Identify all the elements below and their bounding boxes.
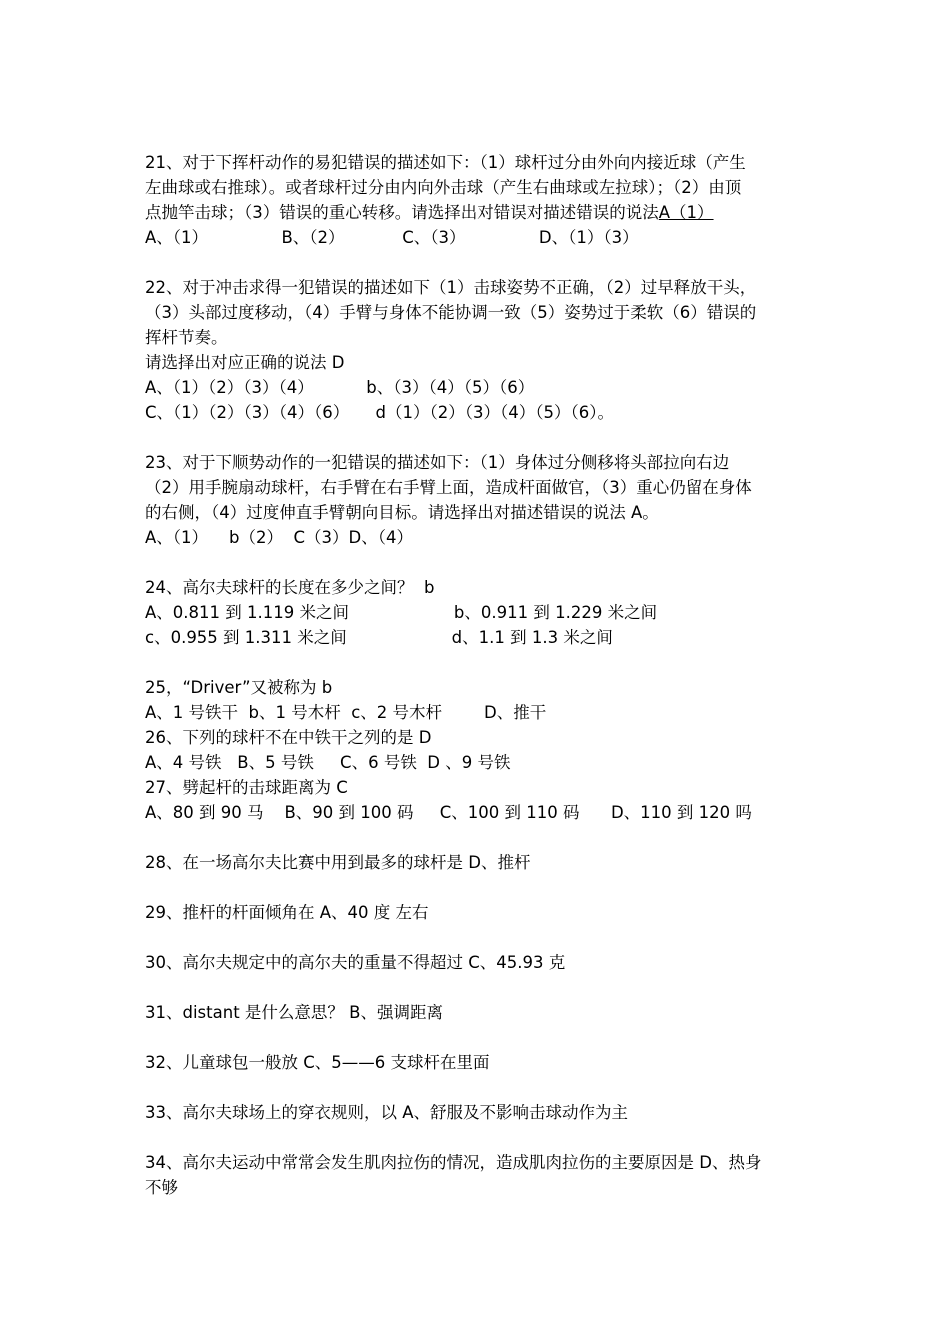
question-22-line-1: 22、对于冲击求得一犯错误的描述如下（1）击球姿势不正确，（2）过早释放干头，	[145, 278, 757, 297]
question-32: 32、儿童球包一般放 C、5——6 支球杆在里面	[145, 1053, 490, 1072]
question-21-line-3-text: 点抛竿击球；（3）错误的重心转移。请选择出对错误对描述错误的说法	[145, 203, 659, 222]
question-24-line-1: 24、高尔夫球杆的长度在多少之间？ b	[145, 578, 435, 597]
question-22-options-1: A、（1）（2）（3）（4） b、（3）（4）（5）（6）	[145, 378, 535, 397]
question-21-options: A、（1） B、（2） C、（3） D、（1）（3）	[145, 228, 639, 247]
question-25-line: 25，“Driver”又被称为 b	[145, 678, 333, 697]
question-25-options: A、1 号铁干 b、1 号木杆 c、2 号木杆 D、推干	[145, 703, 547, 722]
question-27-line: 27、劈起杆的击球距离为 C	[145, 778, 348, 797]
question-22-options-2: C、（1）（2）（3）（4）（6） d（1）（2）（3）（4）（5）（6）。	[145, 403, 614, 422]
question-21-line-2: 左曲球或右推球）。或者球杆过分由内向外击球（产生右曲球或左拉球）；（2）由顶	[145, 178, 742, 197]
question-21-line-3	[145, 200, 815, 225]
question-26-line: 26、下列的球杆不在中铁干之列的是 D	[145, 728, 432, 747]
question-34	[145, 1150, 815, 1200]
question-29: 29、推杆的杆面倾角在 A、40 度 左右	[145, 903, 429, 922]
question-22	[145, 275, 815, 425]
question-34-line-1: 34、高尔夫运动中常常会发生肌肉拉伤的情况，造成肌肉拉伤的主要原因是 D、热身	[145, 1153, 762, 1172]
question-23-line-1: 23、对于下顺势动作的一犯错误的描述如下：（1）身体过分侧移将头部拉向右边	[145, 453, 730, 472]
question-21-line-1: 21、对于下挥杆动作的易犯错误的描述如下：（1）球杆过分由外向内接近球（产生	[145, 153, 746, 172]
question-21-answer: A（1）	[658, 203, 714, 222]
question-33: 33、高尔夫球场上的穿衣规则，以 A、舒服及不影响击球动作为主	[145, 1103, 629, 1122]
question-24-options-2: c、0.955 到 1.311 米之间 d、1.1 到 1.3 米之间	[145, 628, 613, 647]
question-28: 28、在一场高尔夫比赛中用到最多的球杆是 D、推杆	[145, 853, 531, 872]
question-34-line-2: 不够	[145, 1178, 178, 1197]
question-23-line-3: 的右侧，（4）过度伸直手臂朝向目标。请选择出对描述错误的说法 A。	[145, 503, 659, 522]
question-21	[145, 150, 815, 250]
question-23-options: A、（1） b（2） C（3）D、（4）	[145, 528, 413, 547]
question-22-line-4: 请选择出对应正确的说法 D	[145, 353, 345, 372]
document-page	[145, 150, 815, 1200]
question-24-options-1: A、0.811 到 1.119 米之间 b、0.911 到 1.229 米之间	[145, 603, 658, 622]
question-27-options: A、80 到 90 马 B、90 到 100 码 C、100 到 110 码 D、110 到 120 吗	[145, 803, 752, 822]
question-26-options: A、4 号铁 B、5 号铁 C、6 号铁 D 、9 号铁	[145, 753, 511, 772]
question-31: 31、distant 是什么意思？ B、强调距离	[145, 1003, 443, 1022]
question-23-line-2: （2）用手腕扇动球杆，右手臂在右手臂上面，造成杆面做官，（3）重心仍留在身体	[145, 478, 752, 497]
question-22-line-3: 挥杆节奏。	[145, 328, 228, 347]
question-24	[145, 575, 815, 650]
question-22-line-2: （3）头部过度移动，（4）手臂与身体不能协调一致（5）姿势过于柔软（6）错误的	[145, 303, 757, 322]
question-23	[145, 450, 815, 550]
question-30: 30、高尔夫规定中的高尔夫的重量不得超过 C、45.93 克	[145, 953, 566, 972]
questions-25-27	[145, 675, 815, 825]
